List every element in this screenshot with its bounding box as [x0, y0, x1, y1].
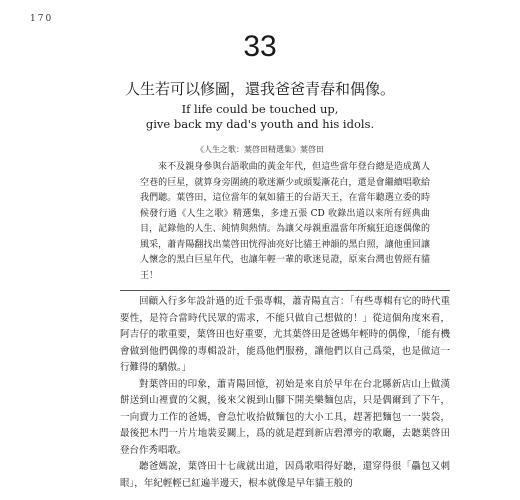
body-paragraph-3: 聽爸媽說，葉啓田十七歲就出道，因爲歌唱得好聽，還穿得很「驫包又刺眼」，年紀輕輕已紅遍半邊天，根本就像是早年貓王般的 [120, 461, 450, 489]
title-en-line-1: If life could be touched up, [181, 102, 339, 116]
chapter-title-english [0, 102, 520, 132]
intro-paragraph: 來不及親身參與台語歌曲的黃金年代，但這些當年登台總是造成萬人空巷的巨星，就算身旁圍繞的歌迷漸少或頭髮漸花白，還是會繼續唱歌給我們聽。葉啓田，這位當年的氣如貓王的台語天王，在當年聽選立委的時候發行過《人生之歌》精選集，多達五張 CD 收錄出道以來所有經典曲目，記錄他的人生、純情與熱情。為讓父母親重溫當年所瘋狂追逐偶像的風采，蕭青陽翻找出葉啓田恍得油亮好比貓王神韻的黑白照，讓他重回讓人懷念的黑白巨星年代，也讓年輕一輩的歌迷見證，原來台灣也曾經有貓王！ [140, 162, 430, 281]
section-divider [120, 290, 450, 291]
body-section [120, 294, 450, 492]
title-en-line-2: give back my dad's youth and his idols. [145, 117, 375, 131]
body-paragraph-1: 回顧入行多年設計過的近千張專輯，蕭青陽直言：「有些專輯有它的時代重要性，是符合當時代民眾的需求，不能只做自己想做的！」從這個角度來看，阿吉仔的歌重要，葉啓田也好重要，尤其葉啓田是爸媽年輕時的偶像，「能有機會做到他們偶像的專輯設計，能爲他們服務，讓他們以自己爲榮，也是做這一行難得的驕傲。」 [120, 296, 450, 373]
album-source-credit: 《人生之歌：葉啓田精選集》葉啓田 [196, 145, 324, 154]
chapter-title-chinese: 人生若可以修圖，還我爸爸青春和偶像。 [124, 80, 395, 98]
page-number: 170 [30, 14, 54, 24]
chapter-number: 33 [243, 30, 277, 63]
body-paragraph-2: 對葉啓田的印象，蕭青陽回憶，初始是來自於早年在台北縣新店山上做漢餅送到山裡賣的父親，後來父親到山腳下開美樂麵包店，只是偶爾到了下午，一向賣力工作的爸媽，會急忙收拾做麵包的大小工具，趕著把麵包一一裝袋，最後把木門一片片地裝妥關上，爲的就是趕到新店碧潭旁的歌廳，去聽葉啓田登台作秀唱歌。 [120, 378, 450, 456]
intro-section [140, 160, 430, 284]
